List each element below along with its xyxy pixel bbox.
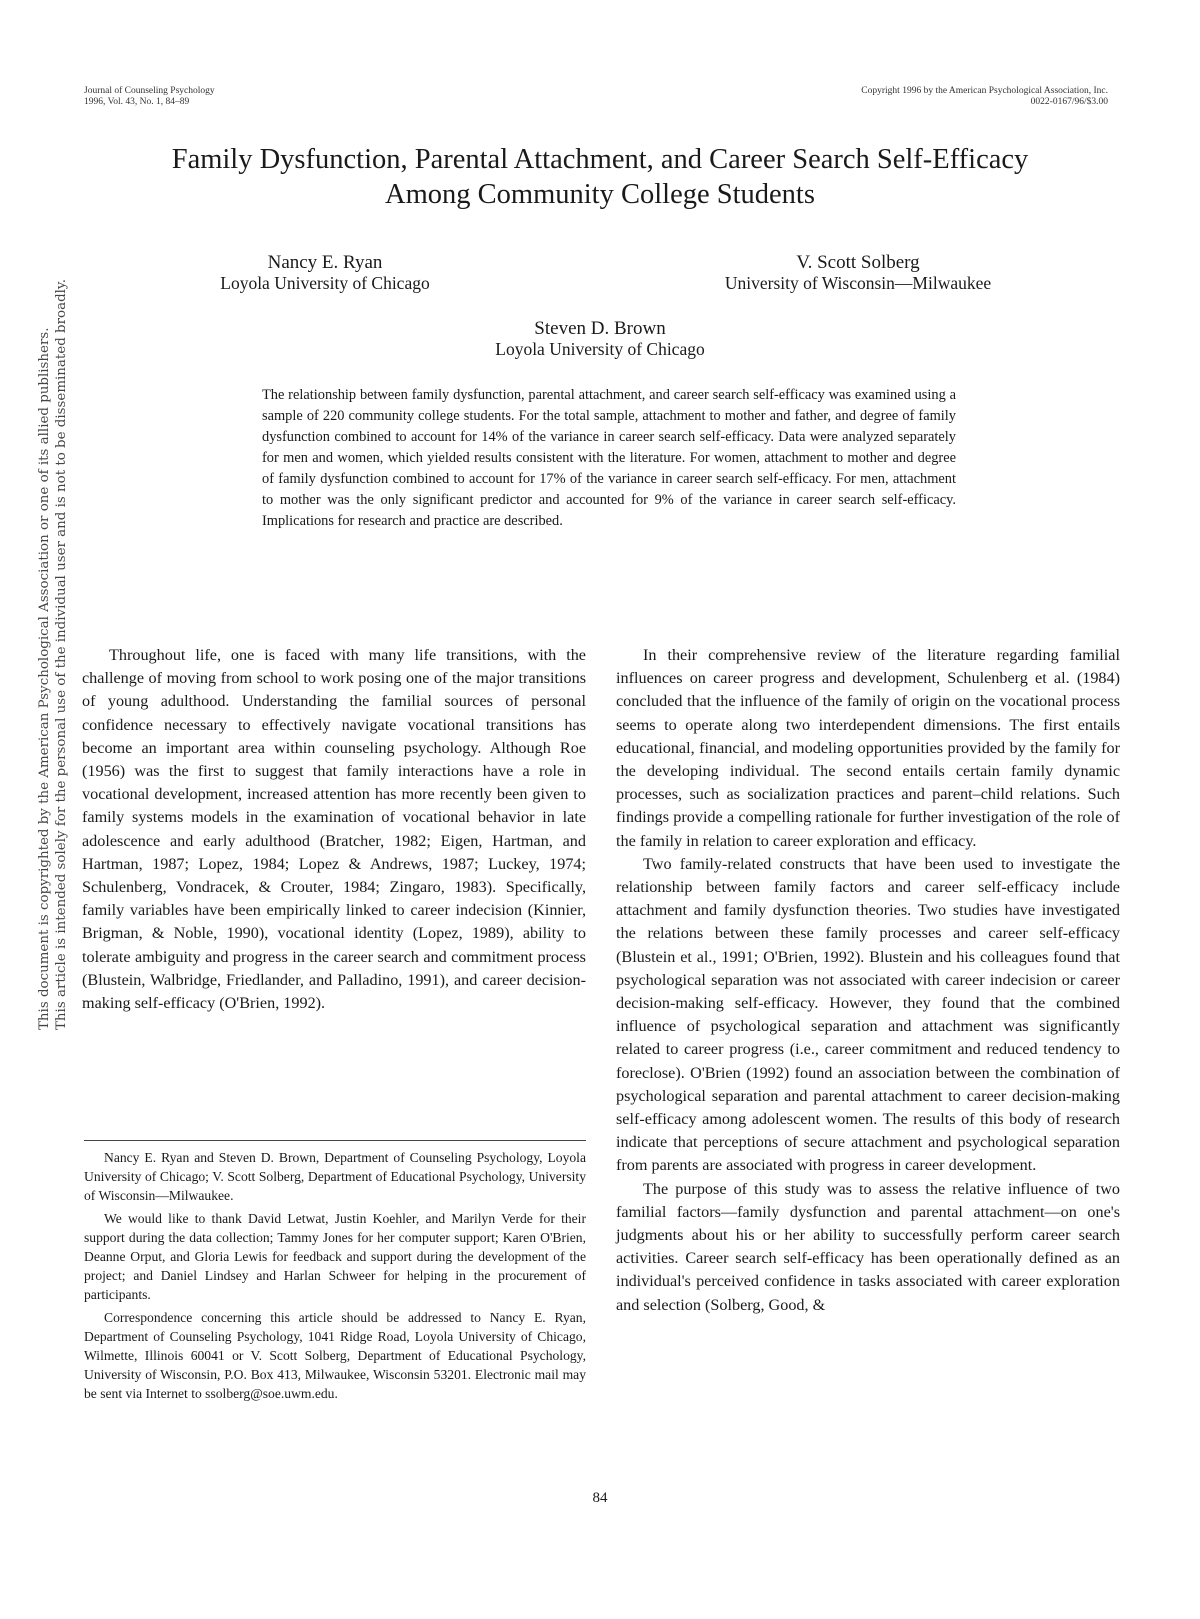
body-paragraph: The purpose of this study was to assess the relative influence of two familial factors—family dysfunction and parental attachment—on one's judgments about his or her ability to successfully perform career search activities. Career search self-efficacy has been operationally defined as an individual's perceived confidence in tasks associated with career exploration and selection (Solberg, Good, & [616, 1179, 1120, 1314]
copyright-notice: Copyright 1996 by the American Psychological Association, Inc. [861, 86, 1108, 96]
page-number: 84 [592, 1490, 608, 1506]
abstract: The relationship between family dysfunction, parental attachment, and career search self-efficacy was examined using a sample of 220 community college students. For the total sample, attachment to mother and father, and degree of family dysfunction combined to account for 14% of the variance in career search self-efficacy. Data were analyzed separately for men and women, which yielded results consistent with the literature. For women, attachment to mother and degree of family dysfunction combined to account for 17% of the variance in career search self-efficacy. For men, attachment to mother was the only significant predictor and accounted for 9% of the variance in career search self-efficacy. Implications for research and practice are described. [262, 387, 956, 529]
footnote-divider [84, 1140, 586, 1141]
footnote-affiliations: Nancy E. Ryan and Steven D. Brown, Department of Counseling Psychology, Loyola University of Chicago; V. Scott Solberg, Department of Educational Psychology, University of Wisconsin—Milwaukee. [84, 1150, 586, 1203]
author-block [688, 252, 1028, 294]
article-title [60, 142, 1140, 212]
sidebar-line-2: This article is intended solely for the personal use of the individual user and is not to be disseminated broadly. [54, 279, 69, 1030]
author-name: Steven D. Brown [534, 318, 666, 339]
body-column-left [82, 644, 586, 1015]
sidebar-line-1: This document is copyrighted by the American Psychological Association or one of its allied publishers. [37, 327, 52, 1030]
author-affiliation: Loyola University of Chicago [220, 273, 430, 293]
author-block [455, 318, 745, 360]
author-name: Nancy E. Ryan [267, 252, 383, 273]
journal-header [84, 86, 215, 108]
title-line-1: Family Dysfunction, Parental Attachment, and Career Search Self-Efficacy [171, 144, 1029, 175]
body-column-right [616, 644, 1120, 1317]
copyright-header [861, 86, 1108, 108]
footnotes [84, 1148, 586, 1407]
body-paragraph: Throughout life, one is faced with many life transitions, with the challenge of moving from school to work posing one of the major transitions of young adulthood. Understanding the familial sources of personal confidence necessary to effectively navigate vocational transitions has become an important area within counseling psychology. Although Roe (1956) was the first to suggest that family interactions have a role in vocational development, increased attention has more recently been given to family systems models in the examination of vocational behavior in late adolescence and early adulthood (Bratcher, 1982; Eigen, Hartman, and Hartman, 1987; Lopez, 1984; Lopez & Andrews, 1987; Luckey, 1974; Schulenberg, Vondracek, & Crouter, 1984; Zingaro, 1983). Specifically, family variables have been empirically linked to career indecision (Kinnier, Brigman, & Noble, 1990), vocational identity (Lopez, 1989), ability to tolerate ambiguity and progress in the career search and commitment process (Blustein, Walbridge, Friedlander, and Palladino, 1991), and career decision-making self-efficacy (O'Brien, 1992). [82, 646, 586, 1013]
journal-name: Journal of Counseling Psychology [84, 86, 215, 96]
journal-citation: 1996, Vol. 43, No. 1, 84–89 [84, 97, 190, 107]
author-name: V. Scott Solberg [796, 252, 920, 273]
body-paragraph: In their comprehensive review of the literature regarding familial influences on career progress and development, Schulenberg et al. (1984) concluded that the influence of the family of origin on the vocational process seems to operate along two interdependent dimensions. The first entails educational, financial, and modeling opportunities provided by the family for the developing individual. The second entails certain family dynamic processes, such as socialization practices and parent–child relations. Such findings provide a compelling rationale for further investigation of the role of the family in relation to career exploration and efficacy. [616, 646, 1120, 850]
copyright-sidebar [36, 279, 70, 1030]
author-block [190, 252, 460, 294]
author-affiliation: University of Wisconsin—Milwaukee [724, 273, 992, 293]
issn: 0022-0167/96/$3.00 [1030, 97, 1108, 107]
title-line-2: Among Community College Students [385, 179, 815, 210]
footnote-correspondence: Correspondence concerning this article should be addressed to Nancy E. Ryan, Department of Counseling Psychology, 1041 Ridge Road, Loyola University of Chicago, Wilmette, Illinois 60041 or V. Scott Solberg, Department of Educational Psychology, University of Wisconsin, P.O. Box 413, Milwaukee, Wisconsin 53201. Electronic mail may be sent via Internet to ssolberg@soe.uwm.edu. [84, 1310, 586, 1401]
body-paragraph: Two family-related constructs that have been used to investigate the relationship between family factors and career self-efficacy include attachment and family dysfunction theories. Two studies have investigated the relations between these family processes and career self-efficacy (Blustein et al., 1991; O'Brien, 1992). Blustein and his colleagues found that psychological separation was not associated with career indecision or career decision-making self-efficacy. However, they found that the combined influence of psychological separation and attachment was significantly related to career progress (i.e., career commitment and reduced tendency to foreclose). O'Brien (1992) found an association between the combination of psychological separation and parental attachment to career decision-making self-efficacy among adolescent women. The results of this body of research indicate that perceptions of secure attachment and psychological separation from parents are associated with progress in career development. [616, 854, 1120, 1175]
author-affiliation: Loyola University of Chicago [495, 339, 705, 359]
footnote-acknowledgments: We would like to thank David Letwat, Justin Koehler, and Marilyn Verde for their support during the data collection; Tammy Jones for her computer support; Karen O'Brien, Deanne Orput, and Gloria Lewis for feedback and support during the development of the project; and Daniel Lindsey and Harlan Schweer for helping in the procurement of participants. [84, 1211, 586, 1302]
